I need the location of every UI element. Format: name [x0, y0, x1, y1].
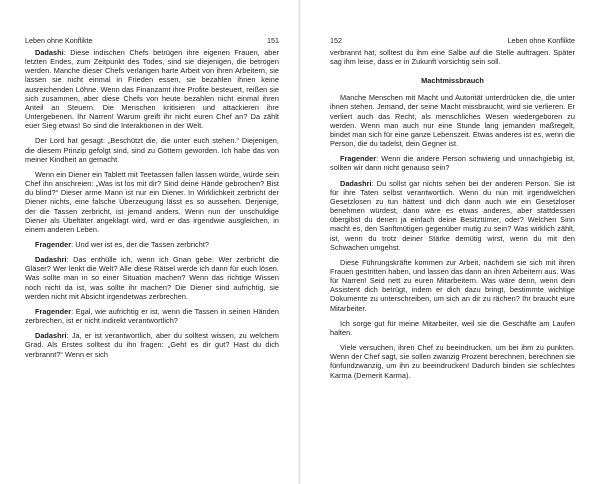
section-heading: Machtmissbrauch: [421, 76, 484, 86]
paragraph-text: Der Lord hat gesagt: „Beschützt die, die unter euch stehen.“ Diejenigen, die diesem Prinzip gefolgt sind, sind zu Göttern geworden. Ich habe das von meiner Kindheit an gemacht.: [25, 136, 279, 164]
page-number: 152: [330, 36, 342, 45]
speaker-label: Fragender: [340, 154, 377, 164]
running-head: [25, 36, 279, 45]
paragraph-text: verbrannt hat, solltest du ihm eine Salbe auf die Stelle auftragen. Später sag ihm leise, dass er in Zukunft vorsichtig sein soll.: [330, 48, 575, 67]
speaker-label: Dadashi: [35, 48, 64, 57]
paragraph: Dadashri: Das enthülle ich, wenn ich Gnan gebe. Wer zerbricht die Gläser? Wer lenkt die Welt? Alle diese Rätsel werde ich dann für euch lösen. Was sollte man in so einer Situation machen? Wenn das richtige Wissen noch nicht da ist, was sollte ihr machen? Die Diener sind aufrichtig, sie werden nicht mit Absicht irgendetwas zerbrechen.: [25, 255, 280, 301]
page-number: 151: [267, 36, 279, 45]
paragraph: [25, 170, 279, 234]
paragraph-text: Wenn die andere Person schwierig und unnachgiebig ist, sollten wir dann nicht genauso sein?: [330, 154, 575, 173]
paragraph-text: Diese Führungskräfte kommen zur Arbeit, nachdem sie sich mit ihren Frauen gestritten haben, und lassen das dann an ihren Arbeitern aus. Was für Narren! Seid nett zu euren Mitarbeitern. Was wäre denn, wenn dein Assistent dich betrügt, indem er dich dazu bringt, bestimmte wichtige Dokumente zu unterschreiben, um sich an dir zu rächen? Ihr braucht eure Mitarbeiter.: [330, 257, 575, 313]
running-head: [330, 36, 575, 45]
paragraph-text: Das enthülle ich, wenn ich Gnan gebe. Wer zerbricht die Gläser? Wer lenkt die Welt? Alle diese Rätsel werde ich dann für euch lösen. Was sollte man in so einer Situation machen? Wenn das richtige Wissen noch nicht da ist, was sollte ihr machen? Die Diener sind aufrichtig, sie werden nicht mit Absicht irgendetwas zerbrechen.: [25, 255, 280, 301]
paragraph: [330, 258, 575, 313]
speaker-label: Dadashri: [35, 331, 67, 341]
paragraph: [330, 48, 575, 66]
speaker-label: Fragender: [35, 306, 72, 316]
right-page: [300, 0, 599, 484]
paragraph: [330, 343, 575, 380]
paragraph: Fragender: Wenn die andere Person schwierig und unnachgiebig ist, sollten wir dann nicht genauso sein?: [330, 154, 575, 173]
paragraph-text: Manche Menschen mit Macht und Autorität unterdrücken die, die unter ihnen stehen. Jemand, der seine Macht missbraucht, wird sie verlieren. Er verliert auch das Recht, als menschliches Wesen wiedergeboren zu werden. Wenn man auch nur eine Stunde lang jemanden maßregelt, bindet man sich für eine ganze Lebenszeit. Etwas anderes ist es, wenn die Person, die du tadelst, dein Gegner ist.: [330, 93, 575, 149]
paragraph: [330, 319, 575, 337]
paragraph-text: Du sollst gar nichts sehen bei der anderen Person. Sie ist für ihre Taten selbst verantwortlich. Wenn du nun mit irgendwelchen Gesetzlosen zu tun hättest und dich dann auch wie ein Gesetzloser benehmen würdest, dann wäre es etwas anderes, aber stattdessen übergibst du denen ja einfach deine Besitztümer, oder? Welchen Sinn macht es, den Sanftmütigen gegenüber mutig zu sein? Was wirklich zählt, ist, wenn du trotz deiner Stärke demütig wirst, wenn du mit den Schwachen umgehst.: [330, 178, 576, 252]
paragraph: [25, 136, 279, 163]
header-title: Leben ohne Konflikte: [507, 36, 575, 45]
left-page: [0, 0, 299, 484]
paragraph-text: Egal, wie aufrichtig er ist, wenn die Tassen in seinen Händen zerbrechen, ist er nicht indirekt verantwortlich?: [25, 306, 279, 326]
header-title: Leben ohne Konflikte: [25, 36, 93, 45]
paragraph-text: Und wer ist es, der die Tassen zerbricht?: [75, 239, 210, 249]
paragraph: Fragender: Egal, wie aufrichtig er ist, wenn die Tassen in seinen Händen zerbrechen, ist er nicht indirekt verantwortlich?: [25, 306, 279, 326]
speaker-label: Fragender: [35, 239, 72, 249]
paragraph-text: Diese indischen Chefs betrügen ihre eigenen Frauen, aber letzten Endes, zum Zeitpunkt des Todes, sind sie diejenigen, die betrogen werden. Manche dieser Chefs verlangen harte Arbeit von ihren Arbeitern, sie lassen sie nicht einmal in Frieden essen, sie bezahlen ihnen keine ausreichenden Löhne. Wenn das Finanzamt ihre Profite besteuert, reißen sie sich zusammen, aber diese Chefs von heute bezahlen nicht einmal ihren Anteil an Steuern. Die Menschen kritisieren und attackieren ihre Untergebenen. Ihr Narren! Warum greift ihr nicht euren Chef an? Da zählt euer Sieg etwas! So sind die Interaktionen in der Welt.: [25, 48, 280, 131]
paragraph: Dadashi: Diese indischen Chefs betrügen ihre eigenen Frauen, aber letzten Endes, zum Zeitpunkt des Todes, sind sie diejenigen, die betrogen werden. Manche dieser Chefs verlangen harte Arbeit von ihren Arbeitern, sie lassen sie nicht einmal in Frieden essen, sie bezahlen ihnen keine ausreichenden Löhne. Wenn das Finanzamt ihre Profite besteuert, reißen sie sich zusammen, aber diese Chefs von heute bezahlen nicht einmal ihren Anteil an Steuern. Die Menschen kritisieren und attackieren ihre Untergebenen. Ihr Narren! Warum greift ihr nicht euren Chef an? Da zählt euer Sieg etwas! So sind die Interaktionen in der Welt.: [25, 48, 280, 131]
paragraph: Dadashri: Du sollst gar nichts sehen bei der anderen Person. Sie ist für ihre Taten selbst verantwortlich. Wenn du nun mit irgendwelchen Gesetzlosen zu tun hättest und dich dann auch wie ein Gesetzloser benehmen würdest, dann wäre es etwas anderes, aber stattdessen übergibst du denen ja einfach deine Besitztümer, oder? Welchen Sinn macht es, den Sanftmütigen gegenüber mutig zu sein? Was wirklich zählt, ist, wenn du trotz deiner Stärke demütig wirst, wenn du mit den Schwachen umgehst.: [330, 178, 576, 252]
speaker-label: Dadashri: [340, 178, 372, 188]
paragraph-text: Ja, er ist verantwortlich, aber du solltest wissen, zu welchem Grad. Als Erstes solltest du ihn fragen: „Geht es dir gut? Hast du dich verbrannt?“ Wenn er sich: [25, 331, 280, 359]
speaker-label: Dadashri: [35, 255, 67, 265]
paragraph-text: Ich sorge gut für meine Mitarbeiter, weil sie die Geschäfte am Laufen halten.: [330, 318, 575, 337]
paragraph: Dadashri: Ja, er ist verantwortlich, aber du solltest wissen, zu welchem Grad. Als Erstes solltest du ihn fragen: „Geht es dir gut? Hast du dich verbrannt?“ Wenn er sich: [25, 331, 280, 359]
paragraph: Fragender: Und wer ist es, der die Tassen zerbricht?: [35, 239, 210, 249]
paragraph: [330, 93, 575, 148]
paragraph-text: Viele versuchen, ihren Chef zu beeindrucken, um bei ihm zu punkten. Wenn der Chef sagt, sie sollen zwanzig Prozent berechnen, berechnen sie fünfundzwanzig, um ihn zu beeindrucken! Dadurch binden sie schlechtes Karma (Demerit Karma).: [330, 343, 575, 380]
paragraph-text: Wenn ein Diener ein Tablett mit Teetassen fallen lassen würde, würde sein Chef ihn anschreien: „Was ist los mit dir? Sind deine Hände gebrochen? Bist du blind?“ Dieser arme Mann ist nur ein Diener. In Wirklichkeit zerbricht der Diener nichts, eine falsche Überzeugung lässt es so aussehen. Derjenige, der die Tassen zerbricht, ist jemand anders. Wenn nun der unschuldige Diener als Übeltäter angeklagt wird, wird er das irgendwie ausgleichen, in einem anderen Leben.: [25, 169, 279, 234]
